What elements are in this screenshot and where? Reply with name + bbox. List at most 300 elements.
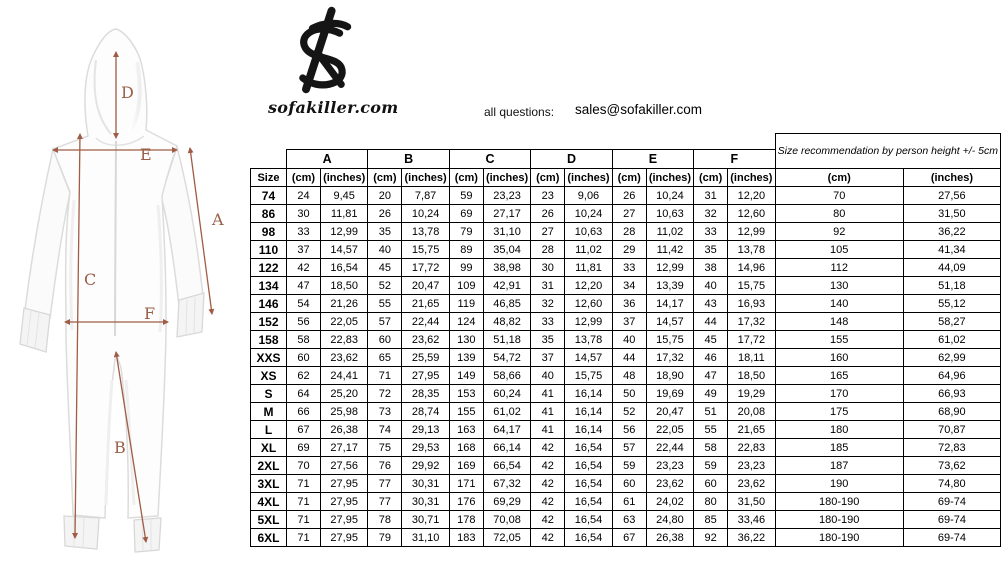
value-cell: 20,47 [646,403,693,421]
value-cell: 58,66 [483,367,530,385]
value-cell: 27,95 [320,493,367,511]
value-cell: 77 [368,493,402,511]
value-cell: 33 [286,223,320,241]
table-row [251,241,1001,259]
value-cell: 12,99 [728,223,775,241]
value-cell: 64 [286,385,320,403]
value-cell: 56 [286,313,320,331]
value-cell: 60 [368,331,402,349]
table-row [251,134,1001,150]
measure-label-d: D [121,83,134,102]
unit-header-cm: (cm) [368,169,402,187]
value-cell: 69-74 [903,493,1000,511]
value-cell: 23,62 [402,331,449,349]
unit-header-cm: (cm) [612,169,646,187]
value-cell: 64,96 [903,367,1000,385]
unit-header-inches: (inches) [646,169,693,187]
value-cell: 72,83 [903,439,1000,457]
value-cell: 15,75 [402,241,449,259]
value-cell: 69 [286,439,320,457]
value-cell: 20,47 [402,277,449,295]
value-cell: 14,57 [646,313,693,331]
value-cell: 69-74 [903,529,1000,547]
value-cell: 25,20 [320,385,367,403]
value-cell: 165 [775,367,903,385]
size-label: 146 [251,295,287,313]
logo-site-name: sofakiller.com [268,98,399,117]
table-row [251,295,1001,313]
value-cell: 45 [694,331,728,349]
value-cell: 69 [449,205,483,223]
value-cell: 130 [449,331,483,349]
value-cell: 44 [694,313,728,331]
group-header-e: E [612,150,693,169]
size-label: 122 [251,259,287,277]
value-cell: 31 [694,187,728,205]
value-cell: 40 [694,277,728,295]
group-header-f: F [694,150,775,169]
value-cell: 25,98 [320,403,367,421]
value-cell: 11,81 [565,259,612,277]
value-cell: 163 [449,421,483,439]
value-cell: 26,38 [646,529,693,547]
size-label: XL [251,439,287,457]
size-label: 158 [251,331,287,349]
value-cell: 21,65 [728,421,775,439]
value-cell: 155 [449,403,483,421]
value-cell: 42 [531,439,565,457]
value-cell: 71 [368,367,402,385]
value-cell: 31,50 [903,205,1000,223]
unit-header-inches: (inches) [320,169,367,187]
recommendation-header: Size recommendation by person height +/- 5cm [775,134,1000,169]
value-cell: 92 [694,529,728,547]
value-cell: 89 [449,241,483,259]
value-cell: 35 [368,223,402,241]
value-cell: 153 [449,385,483,403]
onesie-body [53,29,177,552]
value-cell: 171 [449,475,483,493]
value-cell: 13,78 [565,331,612,349]
value-cell: 22,44 [646,439,693,457]
table-row [251,205,1001,223]
table-row [251,277,1001,295]
table-row [251,259,1001,277]
value-cell: 15,75 [565,367,612,385]
value-cell: 26,38 [320,421,367,439]
value-cell: 176 [449,493,483,511]
value-cell: 37 [286,241,320,259]
value-cell: 67 [286,421,320,439]
value-cell: 27,56 [320,457,367,475]
table-row [251,493,1001,511]
value-cell: 51,18 [903,277,1000,295]
value-cell: 52 [612,403,646,421]
measure-label-b: B [114,438,126,457]
value-cell: 71 [286,529,320,547]
value-cell: 54 [286,295,320,313]
value-cell: 14,96 [728,259,775,277]
value-cell: 33,46 [728,511,775,529]
value-cell: 27,17 [483,205,530,223]
value-cell: 26 [531,205,565,223]
value-cell: 47 [286,277,320,295]
value-cell: 48,82 [483,313,530,331]
value-cell: 105 [775,241,903,259]
size-column-header: Size [251,169,287,187]
value-cell: 10,63 [646,205,693,223]
value-cell: 23,62 [320,349,367,367]
value-cell: 23 [531,187,565,205]
value-cell: 16,14 [565,385,612,403]
group-header-c: C [449,150,530,169]
value-cell: 31,10 [402,529,449,547]
value-cell: 55,12 [903,295,1000,313]
group-header-b: B [368,150,449,169]
table-row [251,349,1001,367]
value-cell: 30 [286,205,320,223]
value-cell: 41 [531,403,565,421]
value-cell: 10,24 [565,205,612,223]
unit-header-cm: (cm) [694,169,728,187]
value-cell: 44 [612,349,646,367]
value-cell: 42 [531,475,565,493]
value-cell: 38 [694,259,728,277]
value-cell: 80 [775,205,903,223]
value-cell: 71 [286,511,320,529]
value-cell: 60 [612,475,646,493]
value-cell: 30 [531,259,565,277]
value-cell: 9,06 [565,187,612,205]
table-row [251,511,1001,529]
value-cell: 20,08 [728,403,775,421]
group-header-a: A [286,150,367,169]
value-cell: 169 [449,457,483,475]
value-cell: 22,05 [320,313,367,331]
value-cell: 18,50 [320,277,367,295]
value-cell: 42 [531,511,565,529]
value-cell: 190 [775,475,903,493]
measure-label-e: E [140,145,152,164]
value-cell: 23,23 [728,457,775,475]
value-cell: 72,05 [483,529,530,547]
value-cell: 21,26 [320,295,367,313]
value-cell: 70,08 [483,511,530,529]
value-cell: 70 [286,457,320,475]
value-cell: 27 [612,205,646,223]
value-cell: 22,83 [320,331,367,349]
value-cell: 41 [531,385,565,403]
value-cell: 55 [694,421,728,439]
value-cell: 42,91 [483,277,530,295]
unit-header-cm: (cm) [449,169,483,187]
value-cell: 18,11 [728,349,775,367]
value-cell: 74,80 [903,475,1000,493]
value-cell: 51 [694,403,728,421]
value-cell: 180-190 [775,529,903,547]
value-cell: 40 [531,367,565,385]
value-cell: 180-190 [775,511,903,529]
value-cell: 119 [449,295,483,313]
size-label: 4XL [251,493,287,511]
value-cell: 28,74 [402,403,449,421]
table-row [251,439,1001,457]
value-cell: 44,09 [903,259,1000,277]
value-cell: 61,02 [483,403,530,421]
value-cell: 15,75 [728,277,775,295]
value-cell: 7,87 [402,187,449,205]
size-label: S [251,385,287,403]
size-label: M [251,403,287,421]
unit-header-inches: (inches) [903,169,1000,187]
value-cell: 29,92 [402,457,449,475]
value-cell: 76 [368,457,402,475]
value-cell: 64,17 [483,421,530,439]
value-cell: 16,54 [565,493,612,511]
value-cell: 180-190 [775,493,903,511]
spacer-cell [251,134,776,150]
value-cell: 46,85 [483,295,530,313]
value-cell: 12,20 [728,187,775,205]
value-cell: 75 [368,439,402,457]
value-cell: 78 [368,511,402,529]
value-cell: 12,99 [565,313,612,331]
value-cell: 18,90 [646,367,693,385]
value-cell: 27 [531,223,565,241]
value-cell: 69,29 [483,493,530,511]
value-cell: 74 [368,421,402,439]
value-cell: 24 [286,187,320,205]
value-cell: 35 [694,241,728,259]
value-cell: 42 [286,259,320,277]
value-cell: 112 [775,259,903,277]
table-row [251,169,1001,187]
value-cell: 30,71 [402,511,449,529]
value-cell: 58 [694,439,728,457]
value-cell: 40 [368,241,402,259]
size-label: L [251,421,287,439]
value-cell: 16,54 [565,511,612,529]
size-label: 152 [251,313,287,331]
value-cell: 29 [612,241,646,259]
size-label: 5XL [251,511,287,529]
unit-header-cm: (cm) [775,169,903,187]
size-label: 2XL [251,457,287,475]
value-cell: 36,22 [728,529,775,547]
value-cell: 59 [449,187,483,205]
value-cell: 16,14 [565,403,612,421]
value-cell: 73,62 [903,457,1000,475]
value-cell: 24,02 [646,493,693,511]
value-cell: 41 [531,421,565,439]
value-cell: 35,04 [483,241,530,259]
value-cell: 70,87 [903,421,1000,439]
value-cell: 57 [612,439,646,457]
value-cell: 23,62 [728,475,775,493]
unit-header-cm: (cm) [531,169,565,187]
value-cell: 38,98 [483,259,530,277]
value-cell: 37 [612,313,646,331]
value-cell: 57 [368,313,402,331]
value-cell: 42 [531,457,565,475]
value-cell: 59 [694,457,728,475]
value-cell: 130 [775,277,903,295]
value-cell: 29,53 [402,439,449,457]
value-cell: 16,54 [565,475,612,493]
value-cell: 58,27 [903,313,1000,331]
value-cell: 183 [449,529,483,547]
table-row [251,313,1001,331]
value-cell: 22,83 [728,439,775,457]
value-cell: 66,14 [483,439,530,457]
table-row [251,403,1001,421]
value-cell: 16,14 [565,421,612,439]
value-cell: 16,54 [565,529,612,547]
size-table [250,133,1001,547]
value-cell: 67,32 [483,475,530,493]
table-row [251,385,1001,403]
value-cell: 27,95 [320,529,367,547]
value-cell: 30,31 [402,493,449,511]
value-cell: 48 [612,367,646,385]
unit-header-inches: (inches) [728,169,775,187]
value-cell: 72 [368,385,402,403]
value-cell: 66,93 [903,385,1000,403]
value-cell: 13,78 [728,241,775,259]
value-cell: 79 [368,529,402,547]
value-cell: 109 [449,277,483,295]
value-cell: 14,57 [565,349,612,367]
contact-email[interactable]: sales@sofakiller.com [575,102,702,117]
value-cell: 28,35 [402,385,449,403]
value-cell: 21,65 [402,295,449,313]
value-cell: 10,63 [565,223,612,241]
unit-header-inches: (inches) [565,169,612,187]
value-cell: 40 [612,331,646,349]
value-cell: 27,95 [320,475,367,493]
value-cell: 36 [612,295,646,313]
size-label: XXS [251,349,287,367]
logo-block [268,4,399,117]
value-cell: 65 [368,349,402,367]
value-cell: 26 [612,187,646,205]
value-cell: 17,72 [402,259,449,277]
value-cell: 42 [531,529,565,547]
value-cell: 51,18 [483,331,530,349]
value-cell: 187 [775,457,903,475]
value-cell: 36,22 [903,223,1000,241]
value-cell: 148 [775,313,903,331]
value-cell: 43 [694,295,728,313]
value-cell: 139 [449,349,483,367]
size-label: 134 [251,277,287,295]
value-cell: 175 [775,403,903,421]
size-label: 3XL [251,475,287,493]
value-cell: 12,60 [728,205,775,223]
value-cell: 42 [531,493,565,511]
value-cell: 168 [449,439,483,457]
value-cell: 31,10 [483,223,530,241]
value-cell: 28 [531,241,565,259]
value-cell: 11,42 [646,241,693,259]
table-row [251,421,1001,439]
value-cell: 16,93 [728,295,775,313]
measure-label-a: A [212,210,224,229]
value-cell: 28 [612,223,646,241]
value-cell: 63 [612,511,646,529]
table-row [251,475,1001,493]
value-cell: 27,95 [402,367,449,385]
value-cell: 26 [368,205,402,223]
value-cell: 12,99 [646,259,693,277]
value-cell: 33 [531,313,565,331]
value-cell: 25,59 [402,349,449,367]
value-cell: 66,54 [483,457,530,475]
table-row [251,457,1001,475]
value-cell: 34 [612,277,646,295]
value-cell: 47 [694,367,728,385]
value-cell: 11,81 [320,205,367,223]
value-cell: 10,24 [646,187,693,205]
value-cell: 49 [694,385,728,403]
value-cell: 13,78 [402,223,449,241]
value-cell: 23,23 [646,457,693,475]
table-row [251,367,1001,385]
value-cell: 185 [775,439,903,457]
value-cell: 60,24 [483,385,530,403]
value-cell: 67 [612,529,646,547]
unit-header-inches: (inches) [483,169,530,187]
value-cell: 10,24 [402,205,449,223]
value-cell: 17,32 [728,313,775,331]
value-cell: 140 [775,295,903,313]
value-cell: 170 [775,385,903,403]
value-cell: 52 [368,277,402,295]
size-label: 110 [251,241,287,259]
table-row [251,187,1001,205]
value-cell: 99 [449,259,483,277]
value-cell: 15,75 [646,331,693,349]
size-label: 86 [251,205,287,223]
group-header-d: D [531,150,612,169]
value-cell: 68,90 [903,403,1000,421]
value-cell: 22,44 [402,313,449,331]
size-label: 74 [251,187,287,205]
value-cell: 178 [449,511,483,529]
size-label: XS [251,367,287,385]
value-cell: 35 [531,331,565,349]
value-cell: 55 [368,295,402,313]
value-cell: 24,41 [320,367,367,385]
measure-label-c: C [84,270,97,289]
spacer-cell [251,150,287,169]
value-cell: 23,23 [483,187,530,205]
value-cell: 33 [612,259,646,277]
value-cell: 12,60 [565,295,612,313]
value-cell: 18,50 [728,367,775,385]
value-cell: 71 [286,475,320,493]
value-cell: 155 [775,331,903,349]
size-label: 6XL [251,529,287,547]
value-cell: 180 [775,421,903,439]
onesie-figure [0,0,245,575]
value-cell: 79 [449,223,483,241]
value-cell: 85 [694,511,728,529]
value-cell: 16,54 [565,457,612,475]
value-cell: 19,29 [728,385,775,403]
value-cell: 32 [531,295,565,313]
value-cell: 23,62 [646,475,693,493]
